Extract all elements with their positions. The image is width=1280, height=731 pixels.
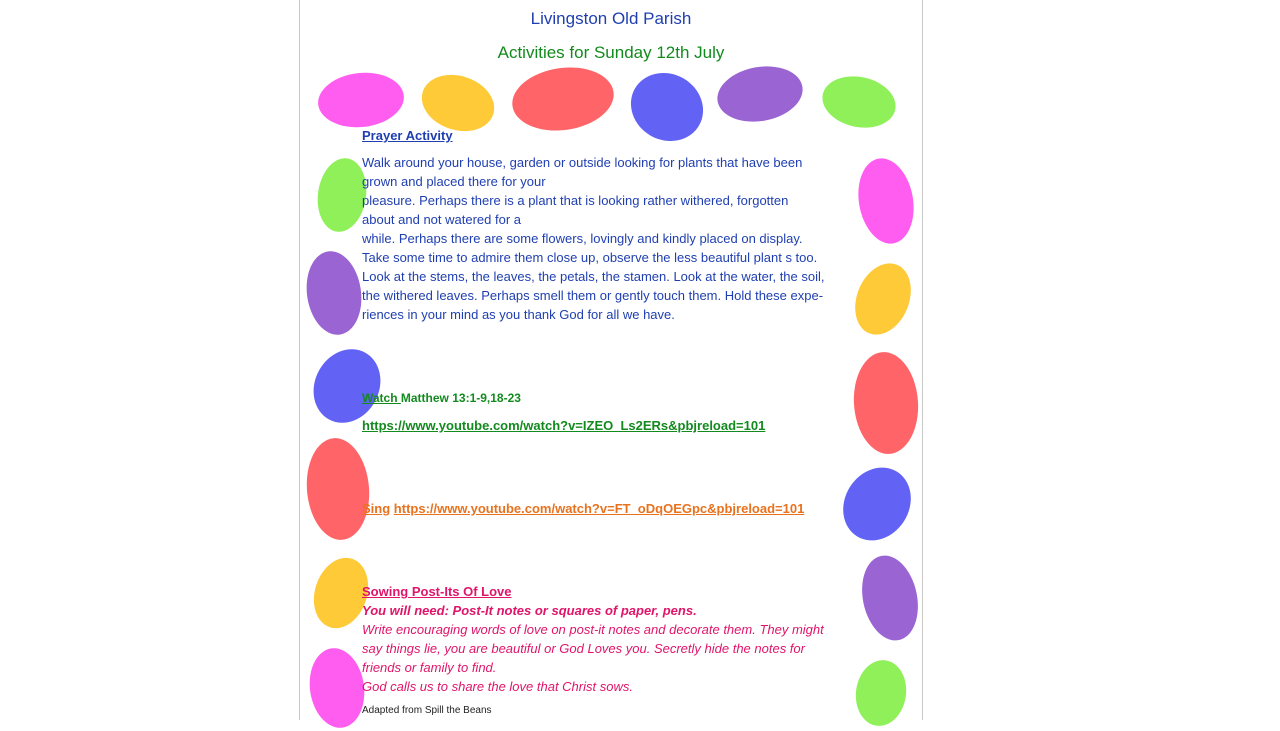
prayer-activity-heading: Prayer Activity: [362, 128, 453, 143]
sing-line: [362, 499, 804, 518]
blue-bean-decoration: [618, 60, 715, 154]
pink-bean-decoration: [852, 154, 920, 248]
sowing-line: God calls us to share the love that Christ sows.: [362, 679, 633, 694]
prayer-line: riences in your mind as you thank God for all we have.: [362, 307, 675, 322]
sowing-need: You will need: Post-It notes or squares of paper, pens.: [362, 603, 697, 618]
purple-bean-decoration: [301, 248, 366, 339]
blue-bean-decoration: [830, 455, 925, 553]
credit-note: Adapted from Spill the Beans: [362, 705, 492, 716]
sowing-line: Write encouraging words of love on post-it notes and decorate them. They might: [362, 622, 824, 637]
red-bean-decoration: [851, 350, 922, 456]
sowing-heading: Sowing Post-Its Of Love: [362, 584, 512, 599]
sing-video-link[interactable]: https://www.youtube.com/watch?v=FT_oDqOEGpc&pbjreload=101: [393, 501, 805, 516]
prayer-line: Look at the stems, the leaves, the petals, the stamen. Look at the water, the soil,: [362, 269, 825, 284]
activities-date-title: Activities for Sunday 12th July: [497, 43, 725, 62]
document-page: [299, 0, 923, 720]
purple-bean-decoration: [855, 550, 926, 645]
pink-bean-decoration: [315, 69, 406, 132]
watch-video-link[interactable]: https://www.youtube.com/watch?v=IZEO_Ls2ERs&pbjreload=101: [362, 418, 766, 433]
prayer-line: the withered leaves. Perhaps smell them or gently touch them. Hold these expe-: [362, 288, 824, 303]
prayer-line: Walk around your house, garden or outside looking for plants that have been: [362, 155, 803, 170]
parish-title: Livingston Old Parish: [530, 9, 692, 28]
prayer-line: Take some time to admire them close up, observe the less beautiful plant s too.: [362, 250, 818, 265]
red-bean-decoration: [303, 435, 374, 542]
purple-bean-decoration: [713, 60, 807, 128]
sowing-line: friends or family to find.: [362, 660, 497, 675]
pink-bean-decoration: [305, 645, 370, 731]
prayer-line: while. Perhaps there are some flowers, lovingly and kindly placed on display.: [362, 231, 803, 246]
prayer-line: grown and placed there for your: [362, 174, 546, 189]
green-bean-decoration: [818, 70, 901, 134]
prayer-activity-text: [362, 153, 825, 324]
watch-reference: Matthew 13:1-9,18-23: [400, 391, 521, 405]
watch-line: [362, 389, 521, 408]
yellow-bean-decoration: [845, 255, 921, 343]
sing-label: Sing: [362, 501, 391, 516]
prayer-line: about and not watered for a: [362, 212, 522, 227]
sowing-line: say things lie, you are beautiful or God Loves you. Secretly hide the notes for: [362, 641, 805, 656]
watch-label: Watch: [362, 391, 401, 405]
green-bean-decoration: [852, 657, 911, 729]
red-bean-decoration: [508, 61, 618, 137]
watch-link-line: [362, 416, 765, 435]
prayer-line: pleasure. Perhaps there is a plant that is looking rather withered, forgotten: [362, 193, 789, 208]
sowing-text: [362, 620, 824, 696]
